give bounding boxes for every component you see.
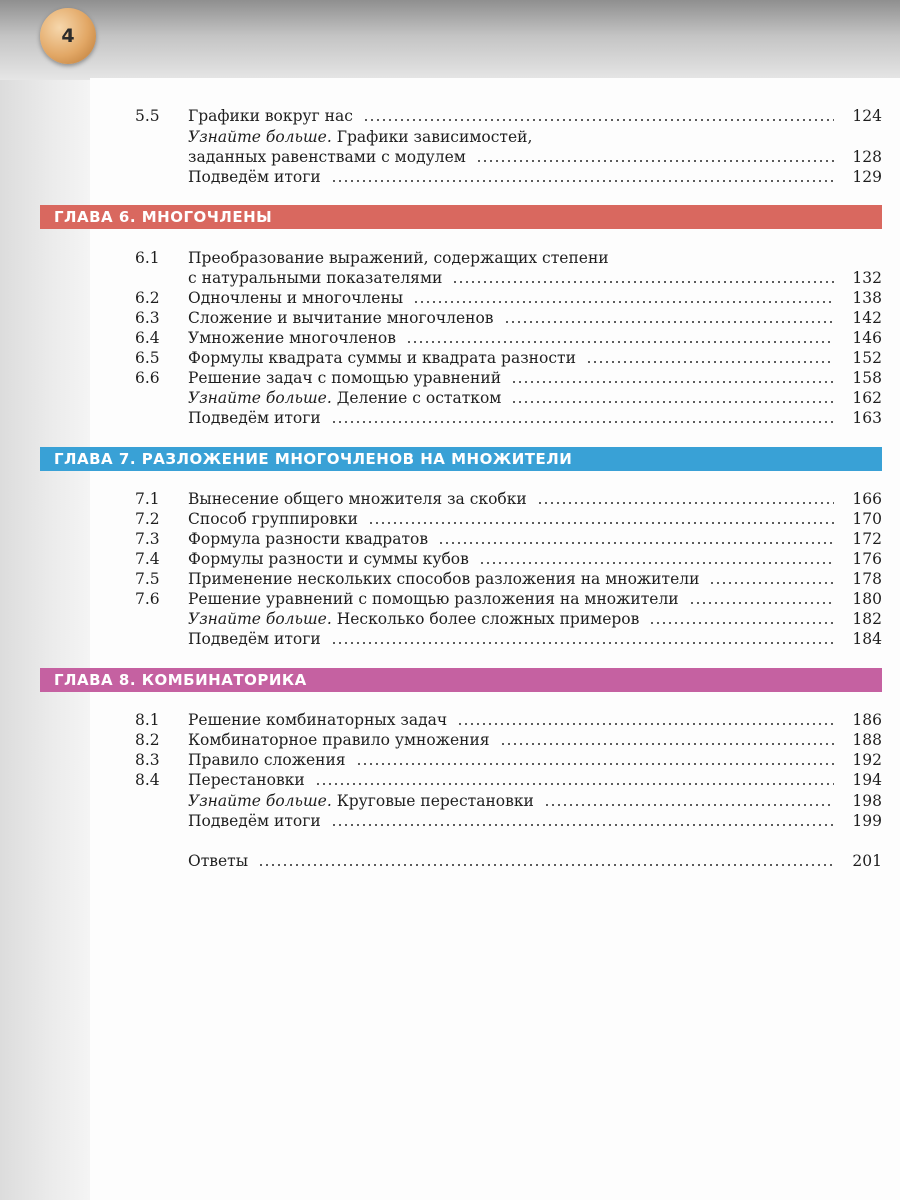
toc-entry-5-5[interactable] (0, 106, 900, 126)
toc-entry-7-summary[interactable] (0, 629, 900, 649)
toc-entry-number: 8.1 (135, 711, 160, 729)
toc-entry-page: 138 (852, 289, 882, 307)
toc-entry-5-summary[interactable] (0, 167, 900, 187)
learn-more-label: Узнайте больше. (188, 610, 332, 628)
toc-entry-title-line2: заданных равенствами с модулем (188, 148, 466, 166)
toc-entry-number: 6.1 (135, 249, 160, 267)
toc-entry-page: 176 (852, 550, 882, 568)
toc-entry-title: Сложение и вычитание многочленов (188, 309, 494, 327)
leader-dots (586, 361, 834, 363)
toc-entry-number: 8.3 (135, 751, 160, 769)
toc-entry-7-5[interactable] (0, 569, 900, 589)
toc-entry-title: Формулы разности и суммы кубов (188, 550, 469, 568)
toc-entry-5-learn-more[interactable] (0, 147, 900, 167)
learn-more-label: Узнайте больше. (188, 792, 332, 810)
leader-dots (511, 381, 834, 383)
toc-entry-6-learn-more[interactable] (0, 388, 900, 408)
toc-entry-page: 172 (852, 530, 882, 548)
toc-entry-page: 170 (852, 510, 882, 528)
toc-entry-title: Формулы квадрата суммы и квадрата разности (188, 349, 576, 367)
toc-entry-page: 188 (852, 731, 882, 749)
toc-entry-page: 158 (852, 369, 882, 387)
toc-entry-number: 6.2 (135, 289, 160, 307)
toc-entry-title: Узнайте больше. Круговые перестановки (188, 792, 534, 810)
toc-entry-title: Узнайте больше. Деление с остатком (188, 389, 502, 407)
learn-more-label: Узнайте больше. (188, 389, 332, 407)
top-shadow-band (0, 0, 900, 80)
chapter-6-heading[interactable]: ГЛАВА 6. МНОГОЧЛЕНЫ (40, 205, 882, 229)
toc-entry-8-3[interactable] (0, 750, 900, 770)
toc-entry-page: 186 (852, 711, 882, 729)
leader-dots (331, 421, 834, 423)
leader-dots (479, 562, 834, 564)
toc-entry-page: 182 (852, 610, 882, 628)
chapter-7-heading[interactable]: ГЛАВА 7. РАЗЛОЖЕНИЕ МНОГОЧЛЕНОВ НА МНОЖИТЕЛИ (40, 447, 882, 471)
toc-entry-7-6[interactable] (0, 589, 900, 609)
toc-entry-title: Одночлены и многочлены (188, 289, 404, 307)
toc-entry-title: Вынесение общего множителя за скобки (188, 490, 527, 508)
toc-entry-title: Решение уравнений с помощью разложения на множители (188, 590, 679, 608)
leader-dots (363, 119, 834, 121)
toc-entry-7-learn-more[interactable] (0, 609, 900, 629)
leader-dots (504, 321, 834, 323)
toc-entry-page: 162 (852, 389, 882, 407)
toc-entry-number: 6.5 (135, 349, 160, 367)
toc-entry-page: 198 (852, 792, 882, 810)
leader-dots (368, 522, 834, 524)
toc-entry-6-5[interactable] (0, 348, 900, 368)
leader-dots (413, 301, 834, 303)
toc-entry-6-summary[interactable] (0, 408, 900, 428)
toc-entry-number: 7.5 (135, 570, 160, 588)
leader-dots (452, 281, 834, 283)
toc-entry-number: 6.4 (135, 329, 160, 347)
toc-entry-page: 132 (852, 269, 882, 287)
toc-entry-page: 142 (852, 309, 882, 327)
toc-entry-page: 166 (852, 490, 882, 508)
toc-entry-8-summary[interactable] (0, 811, 900, 831)
toc-entry-title: Графики вокруг нас (188, 107, 353, 125)
toc-entry-number: 8.4 (135, 771, 160, 789)
toc-entry-title: Правило сложения (188, 751, 346, 769)
toc-entry-page: 146 (852, 329, 882, 347)
leader-dots (315, 783, 834, 785)
toc-entry-title: Умножение многочленов (188, 329, 396, 347)
toc-entry-5-learn-more-line1[interactable] (0, 127, 900, 147)
toc-entry-title: Способ группировки (188, 510, 358, 528)
toc-entry-8-learn-more[interactable] (0, 791, 900, 811)
toc-entry-number: 7.1 (135, 490, 160, 508)
toc-entry-title: Узнайте больше. Несколько более сложных примеров (188, 610, 640, 628)
toc-entry-page: 184 (852, 630, 882, 648)
toc-entry-page: 129 (852, 168, 882, 186)
leader-dots (331, 180, 834, 182)
toc-entry-title: Подведём итоги (188, 812, 321, 830)
toc-entry-page: 152 (852, 349, 882, 367)
toc-entry-7-3[interactable] (0, 529, 900, 549)
leader-dots (356, 763, 834, 765)
toc-entry-answers[interactable] (0, 851, 900, 871)
toc-entry-title: Подведём итоги (188, 409, 321, 427)
toc-entry-6-1-line1[interactable] (0, 248, 900, 268)
toc-entry-6-1[interactable] (0, 268, 900, 288)
leader-dots (457, 723, 834, 725)
leader-dots (331, 642, 834, 644)
toc-entry-page: 199 (852, 812, 882, 830)
toc-entry-page: 192 (852, 751, 882, 769)
leader-dots (709, 582, 834, 584)
toc-entry-7-2[interactable] (0, 509, 900, 529)
toc-entry-8-4[interactable] (0, 770, 900, 790)
toc-entry-6-4[interactable] (0, 328, 900, 348)
leader-dots (258, 864, 834, 866)
toc-entry-number: 7.6 (135, 590, 160, 608)
chapter-8-heading[interactable]: ГЛАВА 8. КОМБИНАТОРИКА (40, 668, 882, 692)
leader-dots (511, 401, 834, 403)
toc-entry-title: Комбинаторное правило умножения (188, 731, 490, 749)
leader-dots (544, 804, 834, 806)
toc-entry-page: 194 (852, 771, 882, 789)
toc-entry-title: Применение нескольких способов разложения на множители (188, 570, 700, 588)
toc-entry-number: 5.5 (135, 107, 160, 125)
toc-entry-title: Решение задач с помощью уравнений (188, 369, 502, 387)
toc-entry-title: Преобразование выражений, содержащих степени (188, 249, 609, 267)
toc-entry-number: 7.2 (135, 510, 160, 528)
toc-entry-6-3[interactable] (0, 308, 900, 328)
leader-dots (537, 502, 834, 504)
page-number-badge: 4 (40, 8, 96, 64)
toc-entry-title: Формула разности квадратов (188, 530, 429, 548)
toc-entry-7-4[interactable] (0, 549, 900, 569)
leader-dots (649, 622, 834, 624)
toc-entry-8-1[interactable] (0, 710, 900, 730)
toc-entry-page: 163 (852, 409, 882, 427)
toc-entry-title: Узнайте больше. Графики зависимостей, (188, 128, 533, 146)
toc-entry-title: Подведём итоги (188, 168, 321, 186)
leader-dots (406, 341, 834, 343)
toc-entry-title: Подведём итоги (188, 630, 321, 648)
toc-entry-number: 6.3 (135, 309, 160, 327)
leader-dots (331, 824, 834, 826)
toc-entry-number: 7.4 (135, 550, 160, 568)
toc-entry-page: 178 (852, 570, 882, 588)
toc-entry-6-6[interactable] (0, 368, 900, 388)
toc-entry-page: 201 (852, 852, 882, 870)
leader-dots (438, 542, 834, 544)
toc-entry-number: 8.2 (135, 731, 160, 749)
toc-entry-number: 7.3 (135, 530, 160, 548)
toc-entry-title: Ответы (188, 852, 249, 870)
toc-entry-6-2[interactable] (0, 288, 900, 308)
leader-dots (500, 743, 834, 745)
leader-dots (476, 160, 834, 162)
toc-entry-8-2[interactable] (0, 730, 900, 750)
toc-entry-page: 180 (852, 590, 882, 608)
leader-dots (689, 602, 834, 604)
toc-entry-page: 128 (852, 148, 882, 166)
toc-entry-page: 124 (852, 107, 882, 125)
toc-entry-title-line2: с натуральными показателями (188, 269, 443, 287)
toc-entry-title: Решение комбинаторных задач (188, 711, 448, 729)
toc-entry-number: 6.6 (135, 369, 160, 387)
toc-entry-7-1[interactable] (0, 489, 900, 509)
learn-more-label: Узнайте больше. (188, 128, 332, 146)
toc-entry-title: Перестановки (188, 771, 305, 789)
